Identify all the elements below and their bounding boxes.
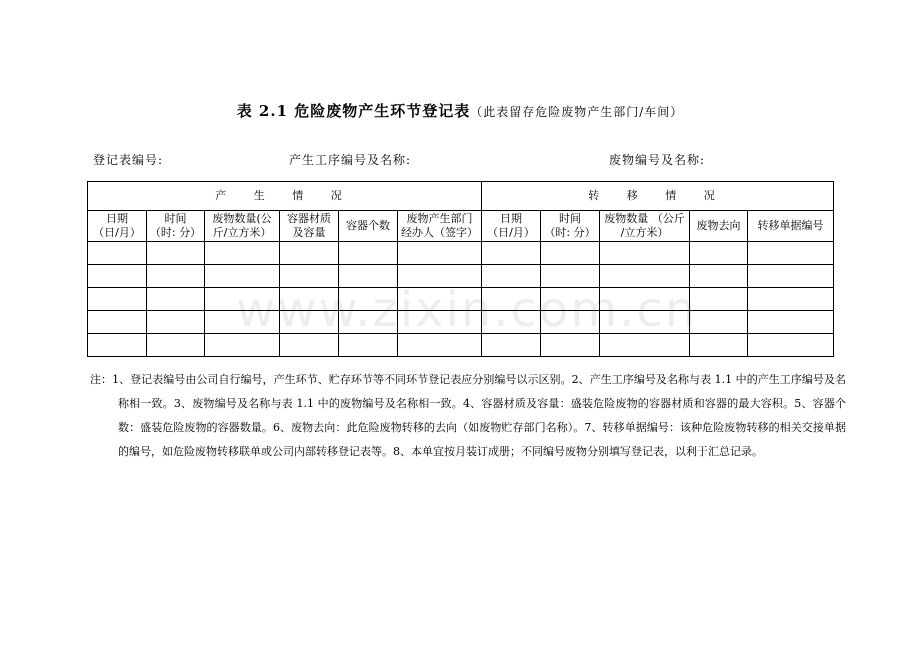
table-cell[interactable] <box>147 311 205 334</box>
column-header-line: 转移单据编号 <box>757 219 824 232</box>
column-header-line: （日/月） <box>93 226 141 239</box>
table-cell[interactable] <box>205 311 280 334</box>
table-cell[interactable] <box>280 311 339 334</box>
table-row <box>88 311 834 334</box>
table-cell[interactable] <box>541 288 600 311</box>
column-header <box>88 211 147 242</box>
column-header-line: （日/月） <box>487 226 535 239</box>
table-cell[interactable] <box>88 334 147 357</box>
column-header-line: 容器个数 <box>346 219 390 232</box>
title-sub: （此表留存危险废物产生部门/车间） <box>470 105 684 119</box>
table-cell[interactable] <box>88 311 147 334</box>
table-cell[interactable] <box>690 311 748 334</box>
column-header <box>147 211 205 242</box>
table-cell[interactable] <box>280 334 339 357</box>
column-header <box>541 211 600 242</box>
process-label: 产生工序编号及名称: <box>289 153 412 167</box>
table-cell[interactable] <box>600 242 690 265</box>
table-cell[interactable] <box>398 242 482 265</box>
column-header-line: 斤/立方米） <box>212 226 272 239</box>
column-header <box>280 211 339 242</box>
column-header-line: 废物产生部门 <box>406 212 473 225</box>
table-cell[interactable] <box>690 242 748 265</box>
table-cell[interactable] <box>339 288 398 311</box>
column-header-line: （时: 分） <box>149 226 202 239</box>
table-cell[interactable] <box>541 311 600 334</box>
column-header <box>600 211 690 242</box>
table-cell[interactable] <box>280 265 339 288</box>
table-cell[interactable] <box>205 265 280 288</box>
table-cell[interactable] <box>690 265 748 288</box>
table-cell[interactable] <box>147 334 205 357</box>
column-header <box>748 211 834 242</box>
table-cell[interactable] <box>482 242 541 265</box>
table-cell[interactable] <box>339 334 398 357</box>
table-cell[interactable] <box>541 334 600 357</box>
column-header-line: 及容量 <box>292 226 326 239</box>
notes: 注：1、登记表编号由公司自行编号，产生环节、贮存环节等不同环节登记表应分别编号以示区别。2、产生工序编号及名称与表 1.1 中的产生工序编号及名称相一致。3、废物编号及名称与表 1.1 中的废物编号及名称相一致。4、容器材质及容量：盛装危险废物的容器材质和容器的最大容积。5、容器个数：盛装危险废物的容器数量。6、废物去向：此危险废物转移的去向（如废物贮存部门名称）。7、转移单据编号：该种危险废物转移的相关交接单据的编号，如危险废物转移联单或公司内部转移登记表等。8、本单宜按月装订成册；不同编号废物分别填写登记表，以利于汇总记录。 <box>90 373 846 458</box>
column-header-line: 废物数量 （公斤 <box>604 212 685 225</box>
column-header <box>482 211 541 242</box>
table-cell[interactable] <box>339 311 398 334</box>
table-cell[interactable] <box>205 334 280 357</box>
table-cell[interactable] <box>482 311 541 334</box>
table-cell[interactable] <box>398 311 482 334</box>
column-header <box>398 211 482 242</box>
table-cell[interactable] <box>205 242 280 265</box>
group-transfer: 转 移 情 况 <box>482 182 834 211</box>
column-header <box>205 211 280 242</box>
table-cell[interactable] <box>339 265 398 288</box>
table-cell[interactable] <box>280 242 339 265</box>
table-cell[interactable] <box>205 288 280 311</box>
column-header-line: 废物去向 <box>696 219 741 232</box>
table-cell[interactable] <box>147 265 205 288</box>
table-cell[interactable] <box>147 242 205 265</box>
column-header <box>339 211 398 242</box>
column-header-line: 经办人（签字） <box>401 226 478 239</box>
table-row <box>88 334 834 357</box>
table-cell[interactable] <box>482 334 541 357</box>
column-header-line: 时间 <box>164 212 187 225</box>
watermark: www.zixin.com.cn <box>236 282 698 338</box>
column-header <box>690 211 748 242</box>
table-cell[interactable] <box>748 265 834 288</box>
page-title <box>0 100 920 121</box>
table-cell[interactable] <box>748 311 834 334</box>
registration-table <box>87 181 834 357</box>
column-header-line: 日期 <box>500 212 522 225</box>
table-cell[interactable] <box>88 242 147 265</box>
column-header-line: 容器材质 <box>287 212 331 225</box>
register-number-label: 登记表编号: <box>93 153 164 167</box>
table-cell[interactable] <box>280 288 339 311</box>
table-cell[interactable] <box>339 242 398 265</box>
table-cell[interactable] <box>88 265 147 288</box>
table-cell[interactable] <box>482 288 541 311</box>
table-cell[interactable] <box>748 288 834 311</box>
table-cell[interactable] <box>600 288 690 311</box>
column-header-line: /立方米） <box>620 226 669 239</box>
table-cell[interactable] <box>398 265 482 288</box>
column-header-line: 时间 <box>559 212 581 225</box>
table-cell[interactable] <box>748 334 834 357</box>
table-cell[interactable] <box>748 242 834 265</box>
table-cell[interactable] <box>690 288 748 311</box>
column-header-line: 废物数量(公 <box>212 212 272 225</box>
table-cell[interactable] <box>541 242 600 265</box>
table-cell[interactable] <box>482 265 541 288</box>
table-row <box>88 265 834 288</box>
column-header-line: （时: 分） <box>544 226 596 239</box>
table-row <box>88 242 834 265</box>
table-cell[interactable] <box>88 288 147 311</box>
table-cell[interactable] <box>600 311 690 334</box>
table-cell[interactable] <box>398 334 482 357</box>
title-main: 表 2.1 危险废物产生环节登记表 <box>236 102 471 120</box>
group-production: 产 生 情 况 <box>88 182 482 211</box>
waste-label: 废物编号及名称: <box>609 153 706 167</box>
table-cell[interactable] <box>600 265 690 288</box>
table-cell[interactable] <box>600 334 690 357</box>
column-header-line: 日期 <box>106 212 128 225</box>
table-cell[interactable] <box>147 288 205 311</box>
table-row <box>88 288 834 311</box>
table-cell[interactable] <box>690 334 748 357</box>
table-cell[interactable] <box>398 288 482 311</box>
table-cell[interactable] <box>541 265 600 288</box>
